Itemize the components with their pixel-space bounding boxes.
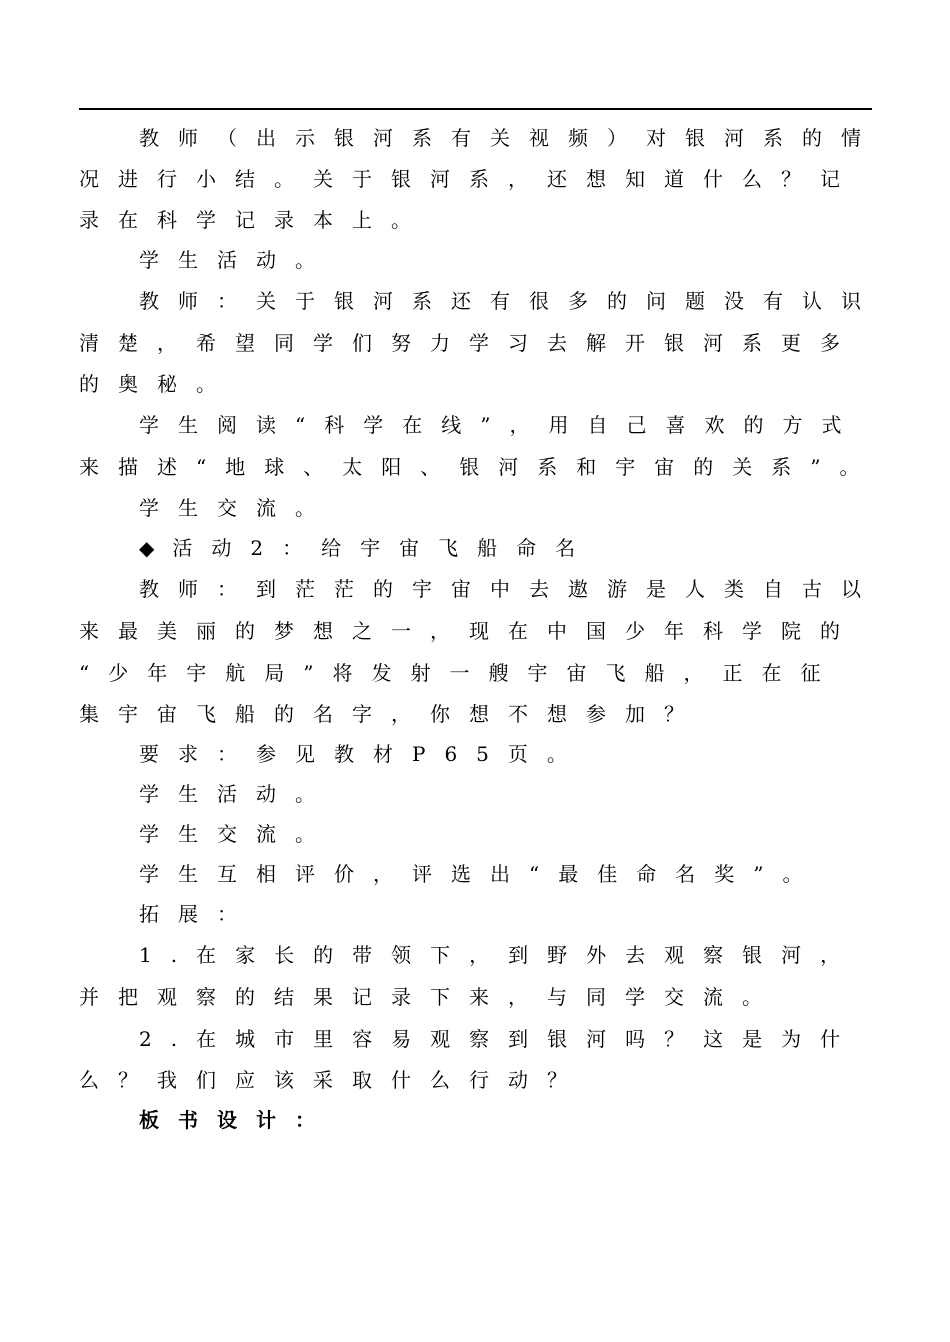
paragraph-line: 学生阅读“科学在线”，用自己喜欢的方式 xyxy=(139,413,861,437)
paragraph-line: 来最美丽的梦想之一，现在中国少年科学院的 xyxy=(79,619,859,643)
paragraph-line: 并把观察的结果记录下来，与同学交流。 xyxy=(79,985,781,1009)
paragraph-line: 教师：到茫茫的宇宙中去遨游是人类自古以 xyxy=(139,577,880,601)
diamond-bullet-icon: ◆ xyxy=(139,536,155,560)
paragraph-line: 学生活动。 xyxy=(139,248,334,272)
activity-heading-text: 活动2：给宇宙飞船命名 xyxy=(172,536,595,560)
paragraph-line: 学生交流。 xyxy=(139,822,334,846)
paragraph-line: 清楚，希望同学们努力学习去解开银河系更多 xyxy=(79,331,859,355)
paragraph-line: 教师（出示银河系有关视频）对银河系的情 xyxy=(139,126,880,150)
paragraph-line: 学生交流。 xyxy=(139,496,334,520)
paragraph-line: 集宇宙飞船的名字，你想不想参加？ xyxy=(79,702,703,726)
paragraph-line: 么？我们应该采取什么行动？ xyxy=(79,1068,586,1092)
list-item: 2.在城市里容易观察到银河吗？这是为什 xyxy=(139,1027,860,1051)
list-item: 1.在家长的带领下，到野外去观察银河， xyxy=(139,943,860,967)
paragraph-line: “少年宇航局”将发射一艘宇宙飞船，正在征 xyxy=(79,661,840,685)
header-rule xyxy=(79,108,872,110)
section-heading: 板书设计： xyxy=(139,1108,334,1132)
paragraph-line: 的奥秘。 xyxy=(79,372,235,396)
document-body xyxy=(79,118,880,1140)
activity-heading xyxy=(79,528,872,568)
paragraph-line: 教师：关于银河系还有很多的问题没有认识 xyxy=(139,289,880,313)
paragraph-line: 要求：参见教材P65页。 xyxy=(139,742,586,766)
paragraph-line: 学生活动。 xyxy=(139,782,334,806)
paragraph-line: 学生互相评价，评选出“最佳命名奖”。 xyxy=(139,862,822,886)
paragraph-line: 来描述“地球、太阳、银河系和宇宙的关系”。 xyxy=(79,455,879,479)
paragraph-line: 拓展： xyxy=(139,902,256,926)
paragraph-line: 录在科学记录本上。 xyxy=(79,208,430,232)
paragraph-line: 况进行小结。关于银河系，还想知道什么？记 xyxy=(79,167,859,191)
